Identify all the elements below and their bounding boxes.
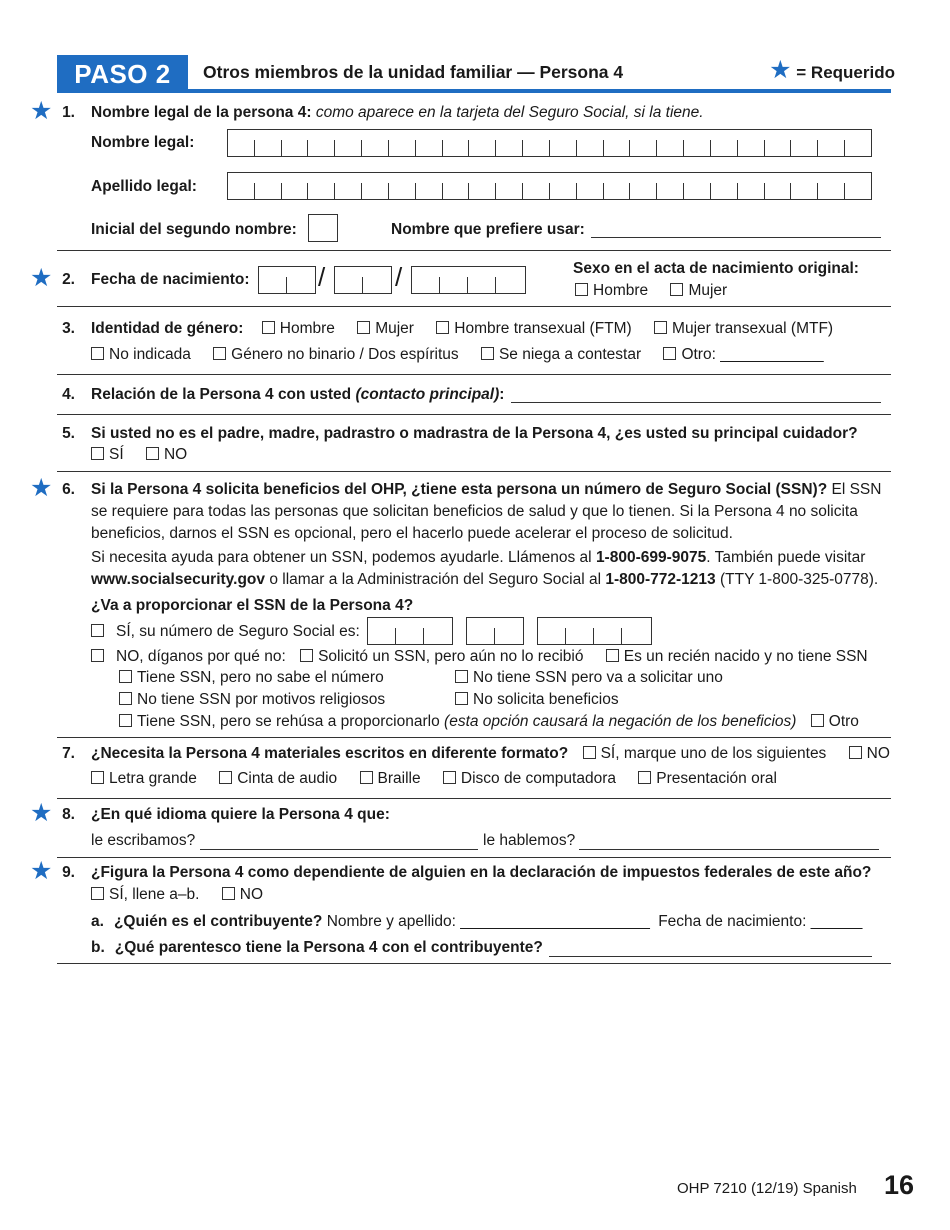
step-badge: PASO 2 [57, 55, 188, 93]
ssn-reason-option[interactable]: Tiene SSN, pero no sabe el número [119, 669, 384, 687]
ssn-reason-option[interactable]: No tiene SSN por motivos religiosos [119, 691, 385, 709]
form-id: OHP 7210 (12/19) Spanish [677, 1180, 857, 1197]
ssn-part1-field[interactable] [367, 617, 453, 645]
middle-initial-field[interactable] [308, 214, 338, 242]
q1-label: Nombre legal de la persona 4: como aparece en la tarjeta del Seguro Social, si la tiene. [91, 104, 704, 121]
ssn-reason-option[interactable]: Tiene SSN, pero se rehúsa a proporcionarlo (esta opción causará la negación de los beneficios) [119, 713, 796, 730]
first-name-label: Nombre legal: [91, 134, 195, 151]
tax-dependent-yes-option[interactable]: SÍ, llene a–b. [91, 886, 199, 903]
required-star-icon: ★ [30, 857, 53, 885]
ssn-reason-option[interactable]: Solicitó un SSN, pero aún no lo recibió [300, 648, 583, 665]
page-title: Otros miembros de la unidad familiar — Persona 4 [203, 62, 624, 82]
tax-dependent-question: ¿Figura la Persona 4 como dependiente de alguien en la declaración de impuestos federales de este año? [91, 864, 872, 881]
middle-initial-label: Inicial del segundo nombre: [91, 221, 297, 238]
ssn-part3-field[interactable] [537, 617, 652, 645]
written-language-field[interactable] [200, 848, 478, 850]
last-name-field[interactable] [227, 172, 872, 200]
relationship-field[interactable] [511, 401, 881, 403]
ssn-part2-field[interactable] [466, 617, 524, 645]
taxpayer-name-field[interactable]: Nombre y apellido: ______________________ [326, 913, 650, 930]
sex-label: Sexo en el acta de nacimiento original: [573, 260, 859, 277]
caregiver-yes-option[interactable]: SÍ [91, 446, 124, 463]
star-icon: ★ [769, 56, 792, 84]
dob-day-field[interactable] [334, 266, 392, 294]
caregiver-no-option[interactable]: NO [146, 446, 187, 463]
format-option[interactable]: Braille [360, 770, 421, 787]
gender-option[interactable]: Mujer transexual (MTF) [654, 320, 833, 337]
gender-option[interactable]: Hombre [262, 320, 335, 337]
last-name-label: Apellido legal: [91, 178, 197, 195]
format-option[interactable]: Letra grande [91, 770, 197, 787]
header-rule [188, 89, 891, 93]
tax-dependent-no-option[interactable]: NO [222, 886, 263, 903]
ssn-reason-option[interactable]: No tiene SSN pero va a solicitar uno [455, 669, 723, 687]
ssn-yes-option[interactable]: SÍ, su número de Seguro Social es: [91, 623, 360, 641]
caregiver-question: Si usted no es el padre, madre, padrastro o madrastra de la Persona 4, ¿es usted su principal cuidador? [91, 425, 858, 442]
relationship-label: Relación de la Persona 4 con usted (contacto principal): [91, 386, 505, 403]
required-star-icon: ★ [30, 474, 53, 502]
ssa-website-link[interactable]: www.socialsecurity.gov [91, 571, 266, 588]
format-option[interactable]: Cinta de audio [219, 770, 337, 787]
page-number: 16 [884, 1170, 915, 1200]
format-yes-option[interactable]: SÍ, marque uno de los siguientes [583, 745, 827, 762]
dob-year-field[interactable] [411, 266, 526, 294]
taxpayer-dob-field[interactable]: Fecha de nacimiento: ______ [658, 913, 863, 930]
required-star-icon: ★ [30, 799, 53, 827]
required-star-icon: ★ [30, 264, 53, 292]
language-question: ¿En qué idioma quiere la Persona 4 que: [91, 806, 390, 823]
sex-male-option[interactable]: Hombre [575, 282, 648, 299]
taxpayer-relationship-field[interactable] [549, 955, 872, 957]
sex-female-option[interactable]: Mujer [670, 282, 727, 299]
gender-option[interactable]: Se niega a contestar [481, 346, 641, 363]
dob-month-field[interactable] [258, 266, 316, 294]
gender-option[interactable]: Otro: ____________ [663, 346, 823, 363]
preferred-name-label: Nombre que prefiere usar: [391, 221, 585, 238]
gender-option[interactable]: Hombre transexual (FTM) [436, 320, 631, 337]
ssn-no-option[interactable]: NO, díganos por qué no: [91, 648, 286, 665]
required-legend: ★ = Requerido [769, 56, 895, 84]
ssn-reason-option[interactable]: Otro [811, 713, 859, 730]
spoken-language-field[interactable] [579, 848, 879, 850]
preferred-name-field[interactable] [591, 236, 881, 238]
format-no-option[interactable]: NO [849, 745, 890, 762]
gender-option[interactable]: Mujer [357, 320, 414, 337]
first-name-field[interactable] [227, 129, 872, 157]
format-option[interactable]: Disco de computadora [443, 770, 616, 787]
ssn-reason-option[interactable]: Es un recién nacido y no tiene SSN [606, 648, 868, 665]
ssn-reason-option[interactable]: No solicita beneficios [455, 691, 619, 709]
format-option[interactable]: Presentación oral [638, 770, 777, 787]
required-star-icon: ★ [30, 97, 53, 125]
dob-label: Fecha de nacimiento: [91, 271, 250, 288]
gender-option[interactable]: Género no binario / Dos espíritus [213, 346, 458, 363]
gender-option[interactable]: No indicada [91, 346, 191, 363]
